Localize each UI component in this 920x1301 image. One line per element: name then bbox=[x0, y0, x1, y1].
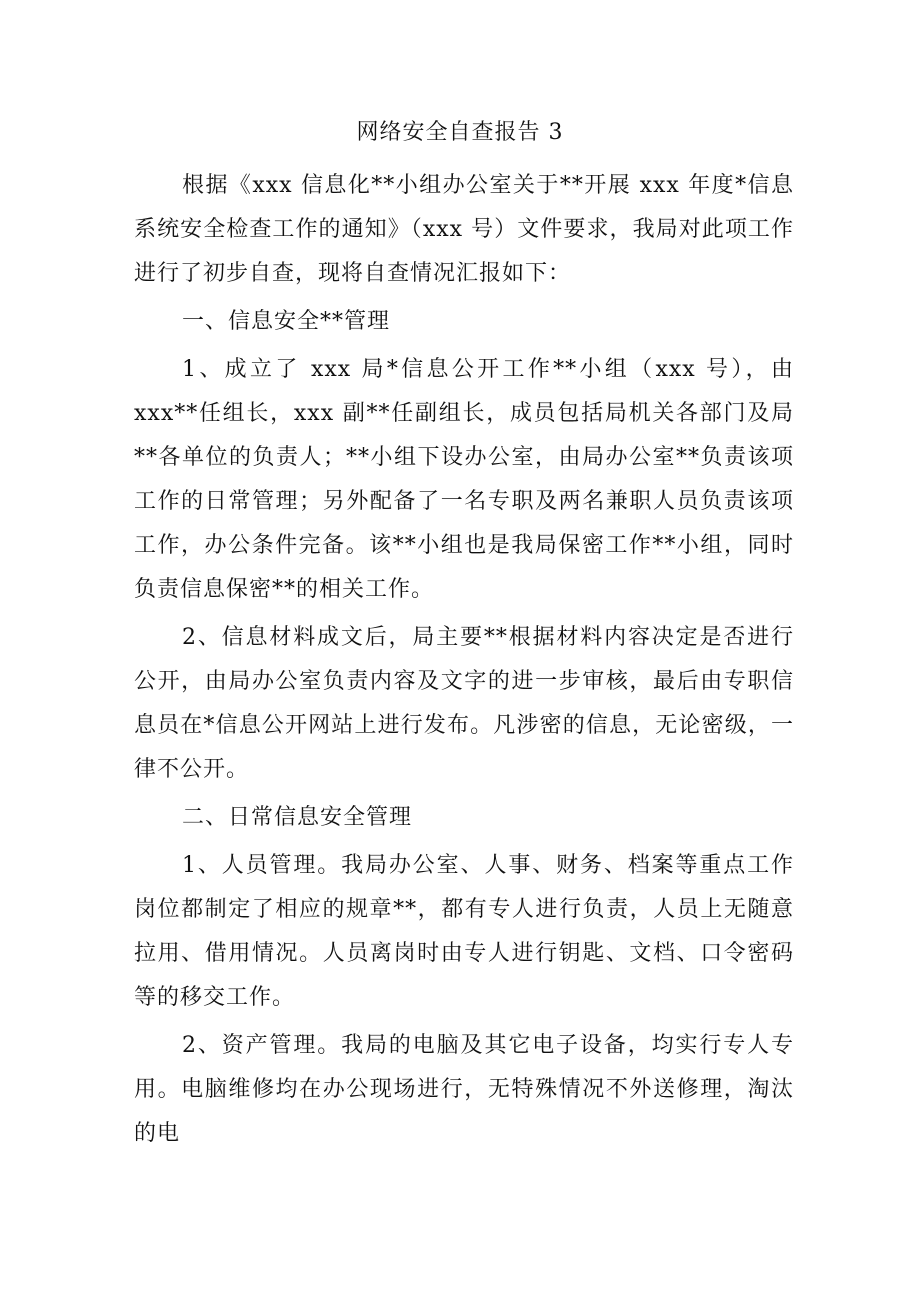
section-1-item-2: 2、信息材料成文后，局主要**根据材料内容决定是否进行公开，由局办公室负责内容及文字的进一步审核，最后由专职信息员在*信息公开网站上进行发布。凡涉密的信息，无论密级，一律不公开。 bbox=[134, 625, 794, 782]
document-title: 网络安全自查报告 3 bbox=[356, 120, 564, 145]
section-heading-2: 二、日常信息安全管理 bbox=[182, 805, 413, 830]
document-body bbox=[134, 164, 794, 1156]
section-2-item-2: 2、资产管理。我局的电脑及其它电子设备，均实行专人专用。电脑维修均在办公现场进行，无特殊情况不外送修理，淘汰的电 bbox=[134, 1033, 794, 1146]
section-1-item-1: 1、成立了 xxx 局*信息公开工作**小组（xxx 号），由 xxx**任组长，xxx 副**任副组长，成员包括局机关各部门及局**各单位的负责人；**小组下设办公室，由局办公室**负责该项工作的日常管理；另外配备了一名专职及两名兼职人员负责该项工作，办公条件完备。该**小组也是我局保密工作**小组，同时负责信息保密**的相关工作。 bbox=[134, 357, 794, 602]
section-2-item-1: 1、人员管理。我局办公室、人事、财务、档案等重点工作岗位都制定了相应的规章**，都有专人进行负责，人员上无随意拉用、借用情况。人员离岗时由专人进行钥匙、文档、口令密码等的移交工作。 bbox=[134, 853, 794, 1010]
intro-paragraph: 根据《xxx 信息化**小组办公室关于**开展 xxx 年度*信息系统安全检查工作的通知》（xxx 号）文件要求，我局对此项工作进行了初步自查，现将自查情况汇报如下： bbox=[134, 173, 794, 286]
section-heading-1: 一、信息安全**管理 bbox=[182, 309, 391, 334]
